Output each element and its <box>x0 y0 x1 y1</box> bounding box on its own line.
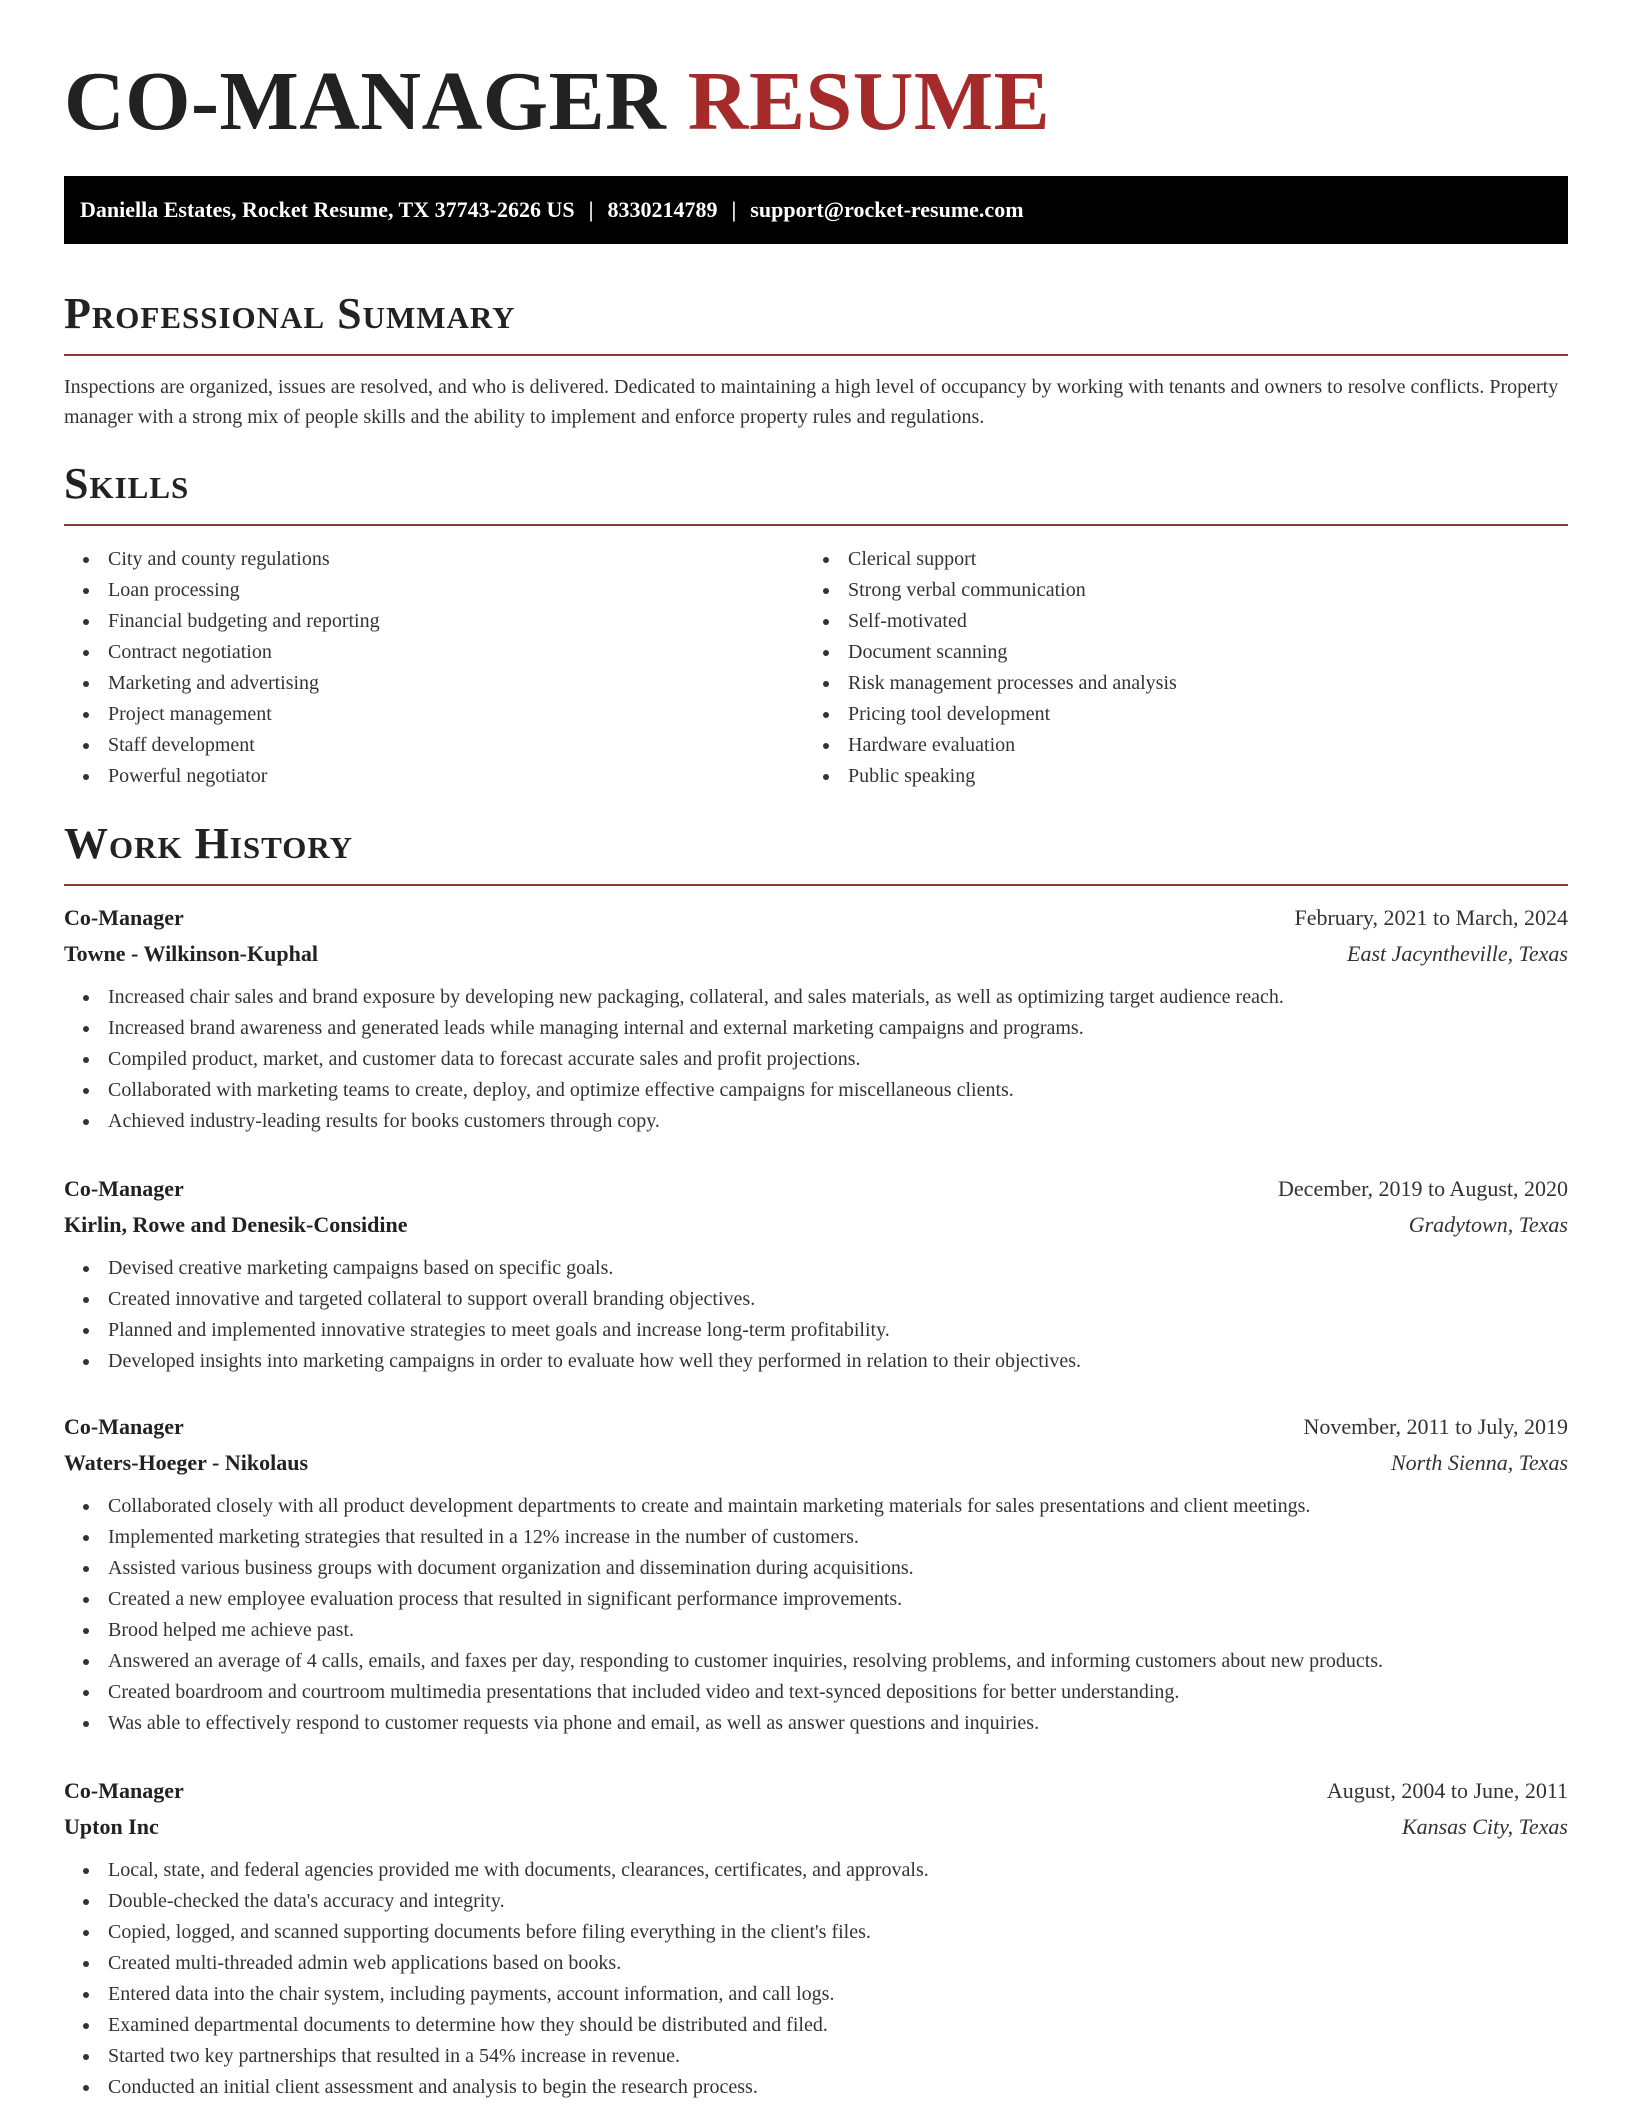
list-item: Powerful negotiator <box>64 761 804 792</box>
job-location: North Sienna, Texas <box>1390 1450 1568 1475</box>
job-company-row <box>64 936 1568 972</box>
list-item: Collaborated with marketing teams to create, deploy, and optimize effective campaigns for miscellaneous clients. <box>64 1075 1568 1106</box>
list-item: Increased brand awareness and generated leads while managing internal and external marketing campaigns and programs. <box>64 1013 1568 1044</box>
list-item: Devised creative marketing campaigns based on specific goals. <box>64 1253 1568 1284</box>
job-list <box>64 900 1568 2103</box>
list-item: Risk management processes and analysis <box>804 668 1544 699</box>
contact-address: Daniella Estates, Rocket Resume, TX 37743-2626 US <box>80 197 575 222</box>
job-dates: December, 2019 to August, 2020 <box>1278 1176 1568 1201</box>
list-item: Project management <box>64 699 804 730</box>
list-item: Copied, logged, and scanned supporting documents before filing everything in the client's files. <box>64 1917 1568 1948</box>
list-item: Loan processing <box>64 575 804 606</box>
job-company: Upton Inc <box>64 1814 159 1839</box>
list-item: City and county regulations <box>64 544 804 575</box>
job-title: Co-Manager <box>64 1414 184 1439</box>
list-item: Implemented marketing strategies that resulted in a 12% increase in the number of customers. <box>64 1522 1568 1553</box>
job-dates: August, 2004 to June, 2011 <box>1326 1778 1568 1803</box>
job-bullets <box>64 1855 1568 2103</box>
skills-section <box>64 458 1568 792</box>
list-item: Increased chair sales and brand exposure by developing new packaging, collateral, and sales materials, as well as optimizing target audience reach. <box>64 982 1568 1013</box>
list-item: Compiled product, market, and customer data to forecast accurate sales and profit projections. <box>64 1044 1568 1075</box>
job-title-row <box>64 1171 1568 1207</box>
job-bullets <box>64 1491 1568 1739</box>
job-dates: February, 2021 to March, 2024 <box>1294 905 1568 930</box>
list-item: Strong verbal communication <box>804 575 1544 606</box>
contact-separator: | <box>731 197 737 222</box>
skills-list-right <box>804 544 1544 792</box>
job-company: Waters-Hoeger - Nikolaus <box>64 1450 309 1475</box>
list-item: Double-checked the data's accuracy and integrity. <box>64 1886 1568 1917</box>
job-title-row <box>64 900 1568 936</box>
list-item: Collaborated closely with all product development departments to create and maintain marketing materials for sales presentations and client meetings. <box>64 1491 1568 1522</box>
job-company: Towne - Wilkinson-Kuphal <box>64 941 318 966</box>
list-item: Planned and implemented innovative strategies to meet goals and increase long-term profitability. <box>64 1315 1568 1346</box>
job-company-row <box>64 1809 1568 1845</box>
job-company: Kirlin, Rowe and Denesik-Considine <box>64 1212 408 1237</box>
list-item: Achieved industry-leading results for books customers through copy. <box>64 1106 1568 1137</box>
job-location: East Jacyntheville, Texas <box>1347 941 1568 966</box>
job-location: Gradytown, Texas <box>1408 1212 1568 1237</box>
contact-phone: 8330214789 <box>607 197 718 222</box>
work-history-section <box>64 818 1568 2103</box>
summary-section <box>64 288 1568 432</box>
skills-columns <box>64 544 1568 792</box>
job-title: Co-Manager <box>64 1778 184 1803</box>
list-item: Was able to effectively respond to customer requests via phone and email, as well as answer questions and inquiries. <box>64 1708 1568 1739</box>
list-item: Created a new employee evaluation process that resulted in significant performance improvements. <box>64 1584 1568 1615</box>
list-item: Brood helped me achieve past. <box>64 1615 1568 1646</box>
list-item: Clerical support <box>804 544 1544 575</box>
list-item: Assisted various business groups with document organization and dissemination during acquisitions. <box>64 1553 1568 1584</box>
section-divider <box>64 884 1568 886</box>
title-main: CO-MANAGER <box>64 55 667 148</box>
job-entry <box>64 1409 1568 1739</box>
list-item: Staff development <box>64 730 804 761</box>
job-bullets <box>64 982 1568 1137</box>
list-item: Created innovative and targeted collateral to support overall branding objectives. <box>64 1284 1568 1315</box>
job-title: Co-Manager <box>64 905 184 930</box>
job-dates: November, 2011 to July, 2019 <box>1303 1414 1568 1439</box>
summary-heading: Professional Summary <box>64 289 516 338</box>
list-item: Examined departmental documents to determine how they should be distributed and filed. <box>64 2010 1568 2041</box>
list-item: Contract negotiation <box>64 637 804 668</box>
resume-title <box>64 0 1568 160</box>
summary-text: Inspections are organized, issues are resolved, and who is delivered. Dedicated to maintaining a high level of occupancy by working with tenants and owners to resolve conflicts. Property manager with a strong mix of people skills and the ability to implement and enforce property rules and regulations. <box>64 376 1559 428</box>
list-item: Created multi-threaded admin web applications based on books. <box>64 1948 1568 1979</box>
job-title-row <box>64 1773 1568 1809</box>
list-item: Document scanning <box>804 637 1544 668</box>
list-item: Pricing tool development <box>804 699 1544 730</box>
job-company-row <box>64 1207 1568 1243</box>
list-item: Created boardroom and courtroom multimedia presentations that included video and text-synced depositions for better understanding. <box>64 1677 1568 1708</box>
list-item: Local, state, and federal agencies provided me with documents, clearances, certificates, and approvals. <box>64 1855 1568 1886</box>
job-company-row <box>64 1445 1568 1481</box>
contact-email: support@rocket-resume.com <box>750 197 1024 222</box>
job-title: Co-Manager <box>64 1176 184 1201</box>
job-entry <box>64 1171 1568 1377</box>
job-title-row <box>64 1409 1568 1445</box>
skills-list-left <box>64 544 804 792</box>
list-item: Public speaking <box>804 761 1544 792</box>
list-item: Developed insights into marketing campaigns in order to evaluate how well they performed in relation to their objectives. <box>64 1346 1568 1377</box>
list-item: Entered data into the chair system, including payments, account information, and call logs. <box>64 1979 1568 2010</box>
list-item: Financial budgeting and reporting <box>64 606 804 637</box>
resume-page <box>64 0 1568 2103</box>
list-item: Marketing and advertising <box>64 668 804 699</box>
section-divider <box>64 354 1568 356</box>
list-item: Conducted an initial client assessment and analysis to begin the research process. <box>64 2072 1568 2103</box>
work-history-heading: Work History <box>64 819 354 868</box>
section-divider <box>64 524 1568 526</box>
job-bullets <box>64 1253 1568 1377</box>
list-item: Started two key partnerships that resulted in a 54% increase in revenue. <box>64 2041 1568 2072</box>
list-item: Hardware evaluation <box>804 730 1544 761</box>
job-entry <box>64 900 1568 1137</box>
job-location: Kansas City, Texas <box>1401 1814 1568 1839</box>
skills-heading: Skills <box>64 459 190 508</box>
job-entry <box>64 1773 1568 2103</box>
title-accent: RESUME <box>687 55 1051 148</box>
contact-separator: | <box>588 197 594 222</box>
list-item: Answered an average of 4 calls, emails, and faxes per day, responding to customer inquiries, resolving problems, and informing customers about new products. <box>64 1646 1568 1677</box>
list-item: Self-motivated <box>804 606 1544 637</box>
contact-bar <box>64 176 1568 244</box>
